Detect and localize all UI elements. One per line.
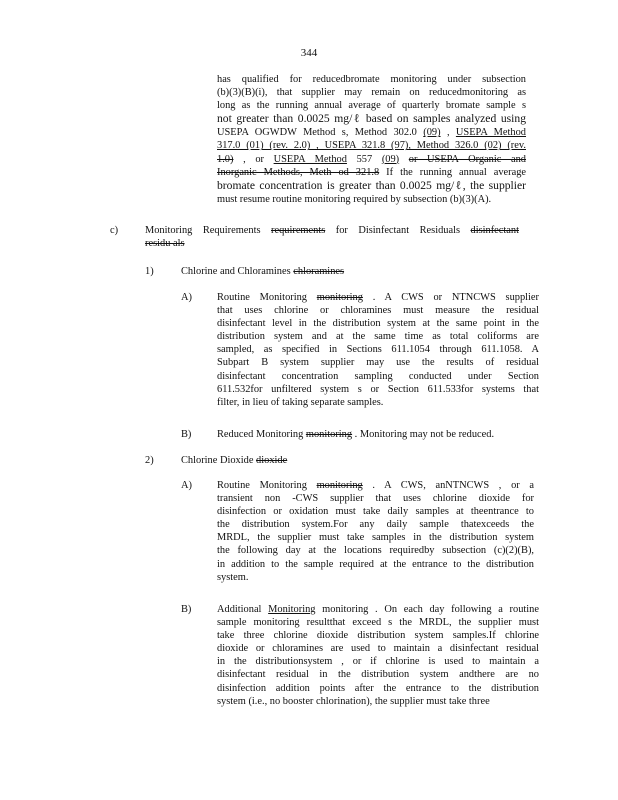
text-run: in the distributionsystem , or if chlorine is used to maintain a [217, 656, 539, 668]
text-line [217, 126, 526, 139]
text-run: . Monitoring may not be reduced. [352, 429, 495, 440]
struck-text: dioxide [256, 455, 288, 466]
text-line [217, 505, 534, 518]
text-line [217, 370, 539, 383]
text-line [217, 112, 526, 126]
underlined-text: Monitoring [268, 604, 316, 615]
underlined-text: (09) [381, 153, 400, 165]
text-run: Monitoring Requirements [145, 225, 272, 236]
text-line [217, 291, 539, 304]
text-run: disinfectant level in the distribution system at the same point in the [217, 318, 539, 330]
text-line [217, 139, 526, 152]
item-2A-paragraph [217, 479, 534, 584]
text-line [217, 695, 539, 708]
text-line [217, 668, 539, 681]
text-run: system. [217, 571, 249, 583]
text-run: for Disinfectant Residuals [325, 225, 471, 236]
item-1-heading [181, 265, 381, 278]
underlined-text: USEPA Method [273, 153, 347, 165]
text-run: take three chlorine dioxide distribution system samples.If chlorine [217, 630, 539, 642]
text-line [217, 153, 526, 166]
text-run: system (i.e., no booster chlorination), the supplier must take three [217, 695, 490, 707]
item-1-label: 1) [145, 266, 154, 277]
text-run: has qualified for reducedbromate monitoring under subsection [217, 74, 526, 85]
item-1A-label: A) [181, 292, 192, 303]
underlined-text: (09) [423, 127, 441, 139]
text-line [217, 343, 539, 356]
text-run: long as the running annual average of quarterly bromate sample s [217, 100, 526, 112]
text-run: bromate concentration is greater than 0.0025 mg/ℓ, the supplier [217, 178, 526, 192]
text-line [217, 629, 539, 642]
text-line [217, 682, 539, 695]
text-run: , or [233, 153, 274, 165]
text-line [217, 558, 534, 571]
text-run: (b)(3)(B)(i), that supplier may remain on reducedmonitoring as [217, 87, 526, 99]
item-2-heading [181, 454, 381, 467]
text-run: Additional [217, 604, 269, 615]
struck-text: 1.0) [217, 153, 234, 165]
text-line [217, 73, 526, 86]
text-line [181, 454, 381, 467]
text-run: . A CWS or NTNCWS supplier [362, 292, 539, 303]
struck-text: chloramines [293, 266, 345, 277]
text-run: 611.532for unfiltered system s or Section 611.533for systems that [217, 383, 539, 395]
text-run: Routine Monitoring [217, 480, 317, 491]
intro-paragraph [217, 73, 526, 206]
text-line [217, 99, 526, 112]
text-run: in addition to the sample required at the entrance to the distribution [217, 558, 534, 570]
text-run: the following day at the locations requiredby subsection (c)(2)(B), [217, 545, 534, 557]
struck-text: requirements [271, 225, 326, 236]
text-line [145, 237, 519, 250]
struck-text: disinfectant [470, 225, 519, 236]
text-run: the distribution system.For any daily sample thatexceeds the [217, 519, 534, 531]
item-2A-label: A) [181, 480, 192, 491]
item-1A-paragraph [217, 291, 539, 409]
text-line [217, 304, 539, 317]
text-run: USEPA OGWDW Method s, Method 302.0 [217, 127, 424, 139]
text-line [217, 571, 534, 584]
text-run: disinfection addition points after the entrance to the distribution [217, 682, 539, 694]
struck-text: monitoring [305, 429, 353, 440]
item-2B-label: B) [181, 604, 192, 615]
struck-text: Inorganic Methods, Meth od 321.8 [217, 166, 380, 178]
text-line [217, 531, 534, 544]
text-line [217, 642, 539, 655]
text-run: sampled, as specified in Sections 611.1054 through 611.1058. A [217, 344, 539, 356]
text-run: 557 [346, 153, 382, 165]
underlined-text: 317.0 (01) (rev. 2.0) , USEPA 321.8 (97), Method 326.0 (02) (rev. [217, 140, 526, 152]
section-c-label: c) [110, 225, 119, 236]
text-line [217, 428, 539, 441]
struck-text: monitoring [316, 480, 363, 491]
text-line [217, 492, 534, 505]
text-run: Chlorine Dioxide [181, 455, 257, 466]
text-run: dioxide or chloramines are used to maintain a disinfectant residual [217, 643, 539, 655]
page-number: 344 [300, 47, 318, 59]
text-run: not greater than 0.0025 mg/ℓ based on samples analyzed using [217, 112, 526, 126]
struck-text: residu als [145, 238, 185, 250]
section-c-heading [145, 224, 519, 250]
text-line [217, 616, 539, 629]
text-run: Reduced Monitoring [217, 429, 306, 440]
text-run: sample monitoring resultthat exceed s the MRDL, the supplier must [217, 617, 539, 629]
struck-text: monitoring [316, 292, 363, 303]
text-line [217, 603, 539, 616]
text-run: transient non -CWS supplier that uses chlorine dioxide for [217, 493, 534, 505]
text-line [145, 224, 519, 237]
text-line [217, 518, 534, 531]
item-2-label: 2) [145, 455, 154, 466]
text-line [217, 86, 526, 99]
text-run: MRDL, the supplier must take samples in the distribution system [217, 532, 534, 544]
text-run: disinfection or oxidation must take daily samples at theentrance to [217, 506, 534, 518]
text-line [217, 544, 534, 557]
text-line [217, 193, 526, 206]
text-run: monitoring . On each day following a routine [315, 604, 539, 615]
text-run: filter, in lieu of taking separate samples. [217, 396, 384, 408]
text-run: must resume routine monitoring required by subsection (b)(3)(A). [217, 193, 492, 205]
text-line [217, 383, 539, 396]
underlined-text: USEPA Method [455, 127, 527, 139]
item-2B-paragraph [217, 603, 539, 708]
item-1B-label: B) [181, 429, 192, 440]
item-1B-paragraph [217, 428, 539, 441]
struck-text: or USEPA Organic and [408, 153, 526, 165]
text-run: Chlorine and Chloramines [181, 266, 294, 277]
text-line [181, 265, 381, 278]
text-run [399, 154, 409, 165]
text-run: that uses chlorine or chloramines must measure the residual [217, 305, 539, 317]
text-run: , [440, 127, 456, 139]
text-run: . A CWS, anNTNCWS , or a [362, 480, 534, 491]
text-line [217, 317, 539, 330]
text-line [217, 356, 539, 369]
text-run: If the running annual average [379, 166, 527, 178]
text-run: disinfectant residual in the distribution system andthere are no [217, 669, 539, 681]
text-run: Subpart B system supplier may use the results of residual [217, 357, 539, 369]
text-line [217, 166, 526, 179]
text-line [217, 330, 539, 343]
text-line [217, 479, 534, 492]
text-run: distribution system and at the same time as total coliforms are [217, 331, 539, 343]
text-line [217, 179, 526, 193]
text-run: Routine Monitoring [217, 292, 317, 303]
text-line [217, 396, 539, 409]
text-line [217, 655, 539, 668]
text-run: disinfectant concentration sampling conducted under Section [217, 370, 539, 382]
